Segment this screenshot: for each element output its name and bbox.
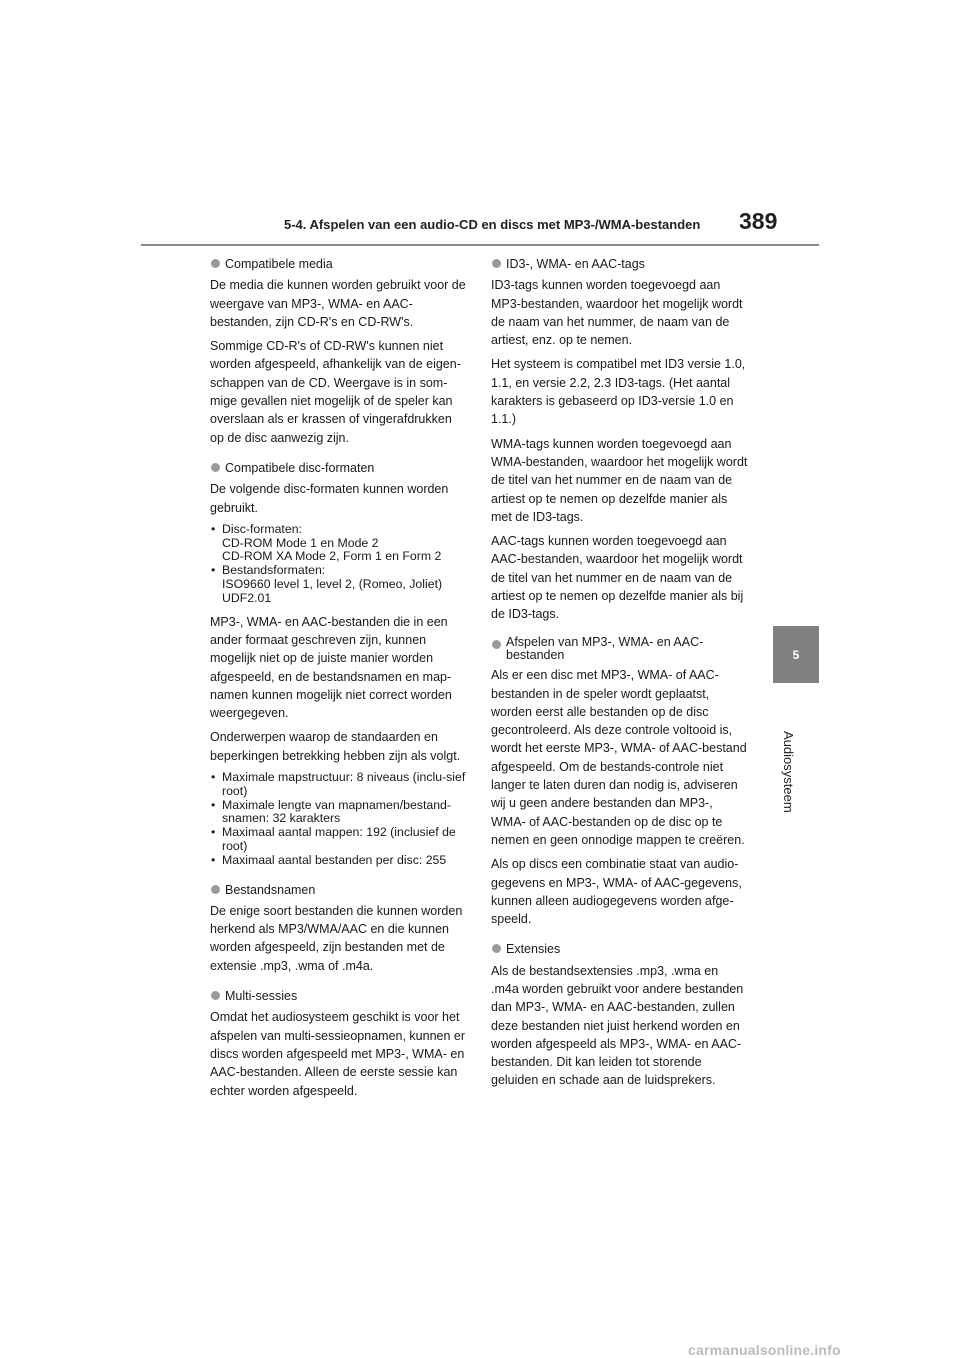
tags-paragraph-3: WMA-tags kunnen worden toegevoegd aan WMA-bestanden, waardoor het mogelijk wordt de titel van het nummer en de naam van de artiest op te nemen op dezelfde manier als met de ID3-tags. [491, 436, 748, 524]
header-divider [141, 244, 819, 246]
formats-heading [210, 459, 468, 477]
formats-paragraph-2: MP3-, WMA- en AAC-bestanden die in een ander formaat geschreven zijn, kunnen mogelijk niet op de juiste manier worden afgespeeld, en de bestandsnamen en map-namen kunnen mogelijk niet correct worden weergegeven. [210, 614, 452, 721]
tags-paragraph-2: Het systeem is compatibel met ID3 versie 1.0, 1.1, en versie 2.2, 2.3 ID3-tags. (Het aantal karakters is gebaseerd op ID3-versie 1.0 en 1.1.) [491, 357, 746, 427]
list-item-line: ISO9660 level 1, level 2, (Romeo, Joliet) [222, 577, 443, 592]
list-item-text: Maximale mapstructuur: 8 niveaus (inclu-sief root) [222, 770, 466, 798]
tags-heading [491, 255, 749, 273]
list-item-line: UDF2.01 [222, 590, 272, 605]
ext-paragraph-1: Als de bestandsextensies .mp3, .wma en .m4a worden gebruikt voor andere bestanden dan MP3-, WMA- en AAC-bestanden, zullen deze bestanden niet juist herkend worden en worden afgespeeld als MP3-, WMA- en AAC-bestanden. Dit kan leiden tot storende geluiden en schade aan de luidsprekers. [491, 963, 744, 1088]
bullet-icon [211, 885, 220, 894]
section-header: 5-4. Afspelen van een audio-CD en discs met MP3-/WMA-bestanden [284, 217, 701, 232]
bullet-icon [492, 259, 501, 268]
list-item-title: Bestandsformaten: [222, 563, 326, 578]
list-item-line: CD-ROM XA Mode 2, Form 1 en Form 2 [222, 549, 442, 564]
formats-paragraph-1: De volgende disc-formaten kunnen worden gebruikt. [210, 482, 449, 515]
list-item-text: Maximaal aantal mappen: 192 (inclusief de root) [222, 825, 456, 853]
list-item: • Maximaal aantal bestanden per disc: 255 [211, 852, 447, 867]
multi-heading-text: Multi-sessies [225, 989, 298, 1004]
media-heading-text: Compatibele media [225, 257, 333, 271]
names-paragraph-1: De enige soort bestanden die kunnen worden herkend als MP3/WMA/AAC en die kunnen worden afgespeeld, zijn bestanden met de extensie .mp3, .wma of .m4a. [210, 903, 463, 973]
bullet-icon [211, 259, 220, 268]
list-item: • Maximaal aantal mappen: 192 (inclusief de root) [211, 825, 456, 853]
limits-list [210, 771, 468, 868]
media-paragraph-2: Sommige CD-R's of CD-RW's kunnen niet worden afgespeeld, afhankelijk van de eigen-schappen van de CD. Weergave is in som-mige gevallen niet mogelijk of de speler kan overslaan als er krassen of vingerafdrukken op de disc aanwezig zijn. [210, 339, 461, 445]
list-item: • Maximale mapstructuur: 8 niveaus (inclu-sief root) [211, 770, 466, 798]
names-heading-text: Bestandsnamen [225, 882, 316, 897]
chapter-tab [773, 626, 819, 683]
list-item-text: Maximaal aantal bestanden per disc: 255 [222, 852, 447, 867]
formats-heading-text: Compatibele disc-formaten [225, 460, 375, 475]
list-item: • Disc-formaten: CD-ROM Mode 1 en Mode 2 CD-ROM XA Mode 2, Form 1 en Form 2 [210, 523, 468, 564]
bullet-icon [211, 991, 220, 1000]
list-item-line: CD-ROM Mode 1 en Mode 2 [222, 535, 379, 550]
watermark: carmanualsonline.info [688, 1342, 841, 1358]
bullet-icon [492, 944, 501, 953]
play-heading [491, 636, 749, 664]
play-heading-text: Afspelen van MP3-, WMA- en AAC-bestanden [506, 634, 704, 663]
multi-paragraph-1: Omdat het audiosysteem geschikt is voor het afspelen van multi-sessieopnamen, kunnen er discs worden afgespeeld met MP3-, WMA- en AAC-bestanden. Alleen de eerste sessie kan echter worden afgespeeld. [210, 1010, 466, 1098]
formats-paragraph-3: Onderwerpen waarop de standaarden en beperkingen betrekking hebben zijn als volgt. [210, 730, 461, 763]
play-paragraph-2: Als op discs een combinatie staat van audio-gegevens en MP3-, WMA- of AAC-gegevens, kunnen alleen audiogegevens worden afge-speeld. [491, 857, 742, 927]
multi-heading [210, 987, 468, 1005]
list-item-text: Maximale lengte van mapnamen/bestand-snamen: 32 karakters [222, 797, 451, 826]
formats-list [210, 523, 468, 606]
list-item-title: Disc-formaten: [222, 521, 302, 536]
tags-paragraph-4: AAC-tags kunnen worden toegevoegd aan AAC-bestanden, waardoor het mogelijk wordt de titel van het nummer en de naam van de artiest op te nemen op dezelfde manier als bij de ID3-tags. [491, 534, 744, 622]
ext-heading-text: Extensies [506, 942, 561, 957]
right-column [491, 255, 749, 1096]
media-paragraph-1: De media die kunnen worden gebruikt voor de weergave van MP3-, WMA- en AAC-bestanden, zijn CD-R's en CD-RW's. [210, 278, 466, 329]
play-paragraph-1: Als er een disc met MP3-, WMA- of AAC-bestanden in de speler wordt geplaatst, worden eerst alle bestanden op de disc gecontroleerd. Als deze controle voltooid is, wordt het eerste MP3-, WMA- of AAC-bestand afgespeeld. Om de bestands-controle niet langer te laten duren dan nodig is, adviseren wij u geen andere bestanden dan MP3-, WMA- of AAC-bestanden op de disc op te nemen en geen onnodige mappen te creëren. [491, 668, 747, 847]
ext-heading [491, 940, 749, 958]
tags-paragraph-1: ID3-tags kunnen worden toegevoegd aan MP3-bestanden, waardoor het mogelijk wordt de naam van het nummer, de naam van de artiest, enz. op te nemen. [491, 278, 743, 348]
list-item: • Bestandsformaten: ISO9660 level 1, level 2, (Romeo, Joliet) UDF2.01 [210, 564, 468, 605]
left-column [210, 255, 468, 1106]
page-number: 389 [739, 208, 778, 234]
tags-heading-text: ID3-, WMA- en AAC-tags [506, 257, 645, 271]
names-heading [210, 881, 468, 899]
bullet-icon [492, 640, 501, 649]
bullet-icon [211, 463, 220, 472]
list-item: • Maximale lengte van mapnamen/bestand-snamen: 32 karakters [211, 797, 451, 826]
chapter-label: Audiosysteem [781, 731, 796, 813]
chapter-number: 5 [792, 647, 800, 662]
media-heading [210, 255, 468, 273]
